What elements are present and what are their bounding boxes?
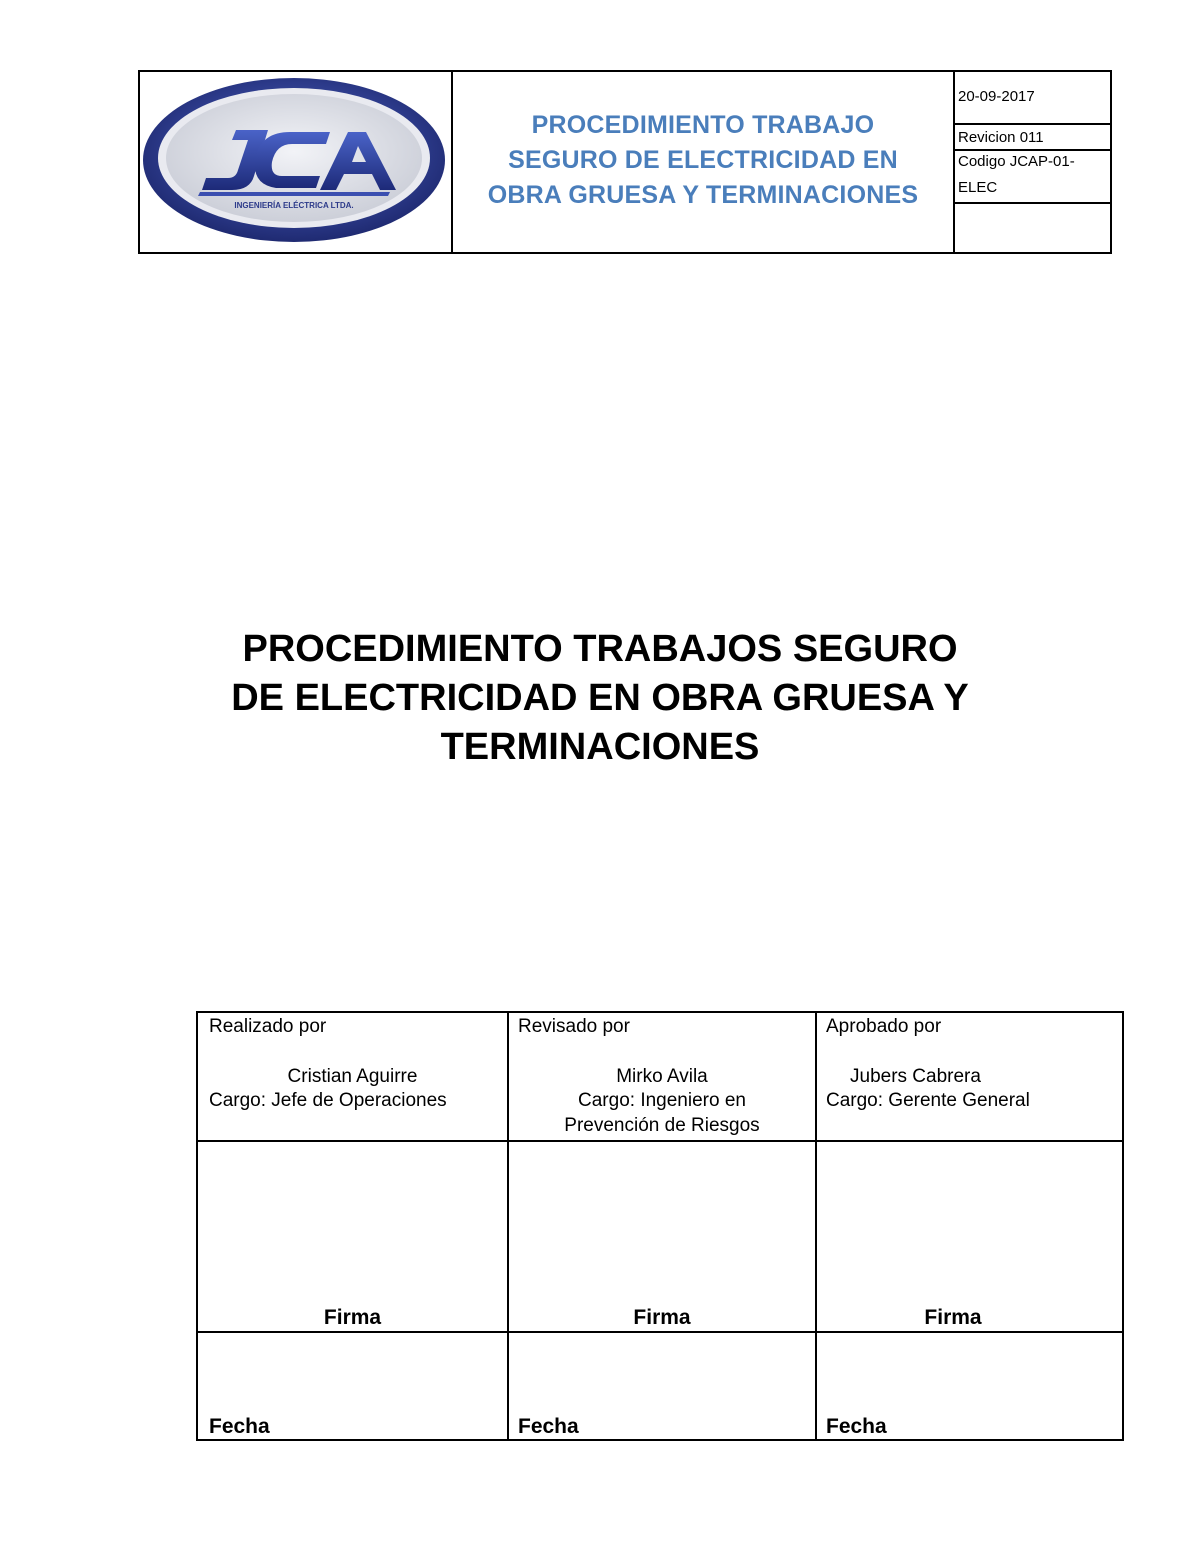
document-date: 20-09-2017 <box>958 88 1035 105</box>
signature-name: Cristian Aguirre <box>287 1066 418 1087</box>
header-title-line: PROCEDIMIENTO TRABAJO <box>531 110 875 139</box>
document-revision: Revicion 011 <box>958 129 1044 146</box>
table-divider <box>198 1140 1122 1142</box>
main-title <box>100 625 1100 772</box>
signature-cargo: Cargo: Ingeniero en <box>578 1090 746 1111</box>
main-title-line: DE ELECTRICIDAD EN OBRA GRUESA Y <box>231 677 969 719</box>
signature-cargo: Prevención de Riesgos <box>564 1115 760 1136</box>
header-title <box>488 108 918 213</box>
logo-tagline: INGENIERÍA ELÉCTRICA LTDA. <box>234 201 354 210</box>
signature-firma-label: Firma <box>633 1306 691 1329</box>
signature-fecha-label: Fecha <box>826 1415 887 1438</box>
signature-role: Revisado por <box>518 1016 630 1037</box>
document-meta-cell <box>955 72 1110 252</box>
header-title-cell <box>453 72 955 252</box>
table-divider <box>198 1331 1122 1333</box>
signature-name: Jubers Cabrera <box>850 1066 981 1087</box>
revision-box <box>955 125 1110 151</box>
company-logo <box>140 72 449 252</box>
document-header <box>138 70 1112 254</box>
signature-fecha-label: Fecha <box>518 1415 579 1438</box>
document-code-line1: Codigo JCAP-01- <box>958 153 1075 170</box>
signature-table <box>196 1011 1124 1441</box>
empty-meta-box <box>955 204 1110 252</box>
main-title-line: PROCEDIMIENTO TRABAJOS SEGURO <box>242 628 958 670</box>
code-box <box>955 151 1110 204</box>
signature-role: Realizado por <box>209 1016 327 1037</box>
main-title-line: TERMINACIONES <box>440 726 760 768</box>
signature-firma-label: Firma <box>924 1306 982 1329</box>
signature-cargo: Cargo: Jefe de Operaciones <box>209 1090 447 1111</box>
signature-fecha-label: Fecha <box>209 1415 270 1438</box>
signature-name: Mirko Avila <box>616 1066 708 1087</box>
logo-cell <box>140 72 453 252</box>
header-title-line: SEGURO DE ELECTRICIDAD EN <box>508 145 898 174</box>
signature-firma-label: Firma <box>323 1306 382 1329</box>
document-code-line2: ELEC <box>958 179 998 196</box>
signature-role: Aprobado por <box>826 1016 942 1037</box>
date-box <box>955 72 1110 125</box>
header-title-line: OBRA GRUESA Y TERMINACIONES <box>487 180 919 209</box>
signature-cargo: Cargo: Gerente General <box>826 1090 1030 1111</box>
